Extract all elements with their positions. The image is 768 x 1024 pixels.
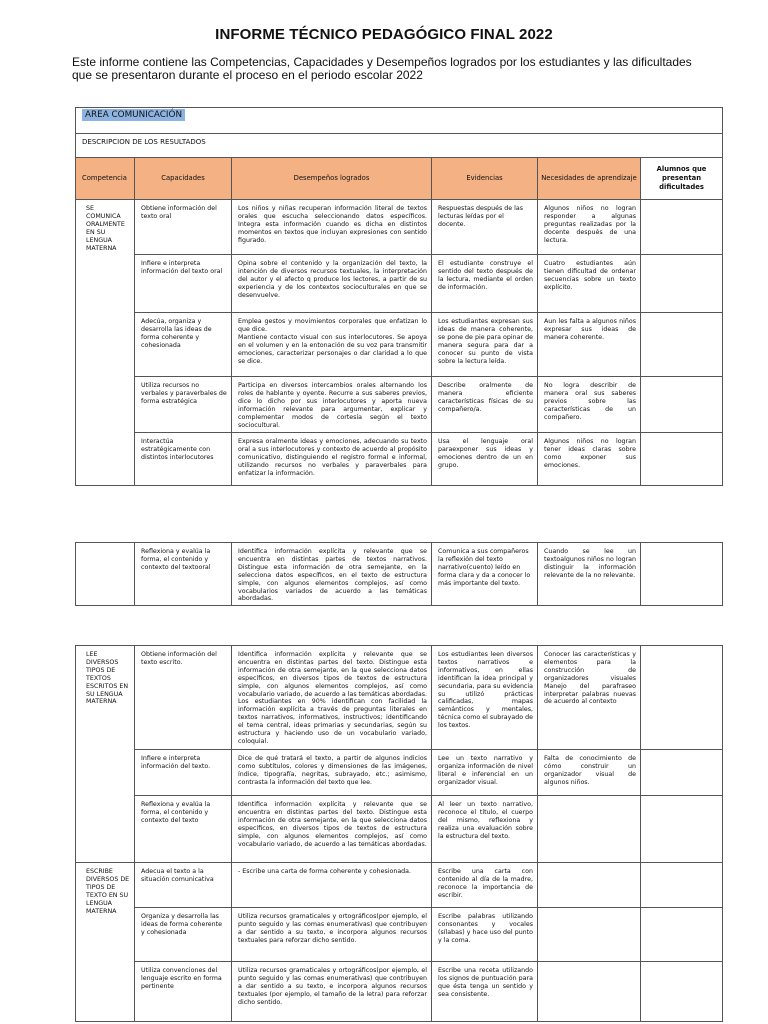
necesidad-cell: Conocer las características y elementos para la construcción de organizadores visuales Manejo del parafraseo interpretar palabras nuevas de acuerdo al contexto <box>538 646 641 750</box>
capacidad-cell: Obtiene información del texto oral <box>135 200 232 255</box>
table-row <box>76 433 723 486</box>
desempeno-cell: Expresa oralmente ideas y emociones, adecuando su texto oral a sus interlocutores y contexto de acuerdo al propósito comunicativo, distinguiendo el registro formal e informal, utilizando recursos no verbales y paraverbales para enfatizar la información. <box>232 433 432 486</box>
desempeno-cell: - Escribe una carta de forma coherente y cohesionada. <box>232 863 432 908</box>
header-evidencias: Evidencias <box>432 158 538 200</box>
page-title: INFORME TÉCNICO PEDAGÓGICO FINAL 2022 <box>215 26 553 43</box>
capacidad-cell: Interactúa estratégicamente con distintos interlocutores <box>135 433 232 486</box>
alumnos-cell <box>641 796 723 863</box>
table-row <box>76 255 723 313</box>
table-row <box>76 962 723 1022</box>
desempeno-cell: Identifica información explícita y relevante que se encuentra en distintas partes del texto. Distingue esta información de otra semejante, en la que selecciona datos específicos, en diversos tipos de textos de estructura simple, con algunos elementos complejos, así como vocabulario variado, de acuerdo a las temáticas abordadas. Los estudiantes en 90% identifican con facilidad la información explícita a través de preguntas literales en textos narrativos, informativos, instructivos; identificando el tema central, ideas primarias y secundarias, según su estructura y haciendo uso de un vocabulario variado, coloquial. <box>232 646 432 750</box>
desempeno-cell: Emplea gestos y movimientos corporales que enfatizan lo que dice. Mantiene contacto visual con sus interlocutores. Se apoya en el volumen y en la entonación de su voz para transmitir emociones, caracterizar personajes o dar claridad a lo que se dice. <box>232 313 432 377</box>
desempeno-cell: Utiliza recursos gramaticales y ortográficos(por ejemplo, el punto seguido y las comas enumerativas) que contribuyen a dar sentido a su texto, e incorpora algunos recursos textuales para reforzar dicho sentido. <box>232 908 432 962</box>
results-table-1 <box>75 107 723 486</box>
desempeno-cell: Participa en diversos intercambios orales alternando los roles de hablante y oyente. Recurre a sus saberes previos, dice lo dicho por sus interlocutores y aporta nueva información relevante para argumentar, explicar y complementar modos de cortesía según el texto sociocultural. <box>232 377 432 433</box>
table-row <box>76 646 723 750</box>
evidencia-cell: Escribe una carta con contenido al día de la madre, reconoce la importancia de escribir. <box>432 863 538 908</box>
evidencia-cell: Respuestas después de las lecturas leídas por el docente. <box>432 200 538 255</box>
results-table-2 <box>75 542 723 606</box>
area-label: AREA COMUNICACIÓN <box>76 108 723 134</box>
table-row <box>76 908 723 962</box>
header-capacidades: Capacidades <box>135 158 232 200</box>
alumnos-cell <box>641 377 723 433</box>
evidencia-cell: Lee un texto narrativo y organiza información de nivel literal e inferencial en un organizador visual. <box>432 750 538 796</box>
competencia-cell <box>76 543 135 606</box>
desempeno-cell: Los niños y niñas recuperan información literal de textos orales que escucha seleccionando datos específicos. Integra esta información cuando es dicha en distintos momentos en textos que incluyan expresiones con sentido figurado. <box>232 200 432 255</box>
alumnos-cell <box>641 962 723 1022</box>
table-row <box>76 377 723 433</box>
header-desempenos: Desempeños logrados <box>232 158 432 200</box>
results-table-3 <box>75 645 723 1022</box>
capacidad-cell: Utiliza convenciones del lenguaje escrito en forma pertinente <box>135 962 232 1022</box>
capacidad-cell: Reflexiona y evalúa la forma, el contenido y contexto del texto <box>135 796 232 863</box>
capacidad-cell: Organiza y desarrolla las ideas de forma coherente y cohesionada <box>135 908 232 962</box>
alumnos-cell <box>641 255 723 313</box>
intro-paragraph: Este informe contiene las Competencias, Capacidades y Desempeños logrados por los estudiantes y las dificultades que se presentaron durante el proceso en el periodo escolar 2022 <box>72 55 692 82</box>
capacidad-cell: Utiliza recursos no verbales y paraverbales de forma estratégica <box>135 377 232 433</box>
desempeno-cell: Opina sobre el contenido y la organización del texto, la intención de diversos recursos textuales, la interpretación del autor y el afecto q produce los lectores, a partir de su experiencia y de los contextos socioculturales en que se desenvuelve. <box>232 255 432 313</box>
header-competencia: Competencia <box>76 158 135 200</box>
description-label: DESCRIPCION DE LOS RESULTADOS <box>76 134 723 158</box>
desempeno-cell: Identifica información explícita y relevante que se encuentra en distintas partes del texto. Distingue esta información de otra semejante, en la que selecciona datos específicos, en diversos tipos de textos de estructura simple, con algunos elementos complejos, así como vocabulario variado, de acuerdo a las temáticas abordadas. <box>232 796 432 863</box>
necesidad-cell <box>538 908 641 962</box>
necesidad-cell: Algunos niños no logran tener ideas claras sobre como exponer sus emociones. <box>538 433 641 486</box>
evidencia-cell: Escribe palabras utilizando consonantes y vocales (sílabas) y hace uso del punto y la coma. <box>432 908 538 962</box>
alumnos-cell <box>641 433 723 486</box>
alumnos-cell <box>641 750 723 796</box>
capacidad-cell: Reflexiona y evalúa la forma, el contenido y contexto del textooral <box>135 543 232 606</box>
capacidad-cell: Infiere e interpreta información del texto oral <box>135 255 232 313</box>
competencia-cell: SE COMUNICA ORALMENTE EN SU LENGUA MATERNA <box>76 200 135 486</box>
necesidad-cell: No logra describir de manera oral sus saberes previos sobre las características de un compañero. <box>538 377 641 433</box>
desempeno-cell: Utiliza recursos gramaticales y ortográficos(por ejemplo, el punto seguido y las comas enumerativas) que contribuyen a dar sentido a su texto, e incorpora algunos recursos textuales (por ejemplo, el tamaño de la letra) para reforzar dicho sentido. <box>232 962 432 1022</box>
alumnos-cell <box>641 863 723 908</box>
alumnos-cell <box>641 200 723 255</box>
necesidad-cell: Aun les falta a algunos niños expresar sus ideas de manera coherente. <box>538 313 641 377</box>
evidencia-cell: Los estudiantes leen diversos textos narrativos e informativos, en ellas identifican la idea principal y secundaria, para su evidencia su utilizó prácticas calificadas, mapas semánticos y mentales, técnica como el subrayado de los textos. <box>432 646 538 750</box>
table-row <box>76 796 723 863</box>
evidencia-cell: Usa el lenguaje oral paraexponer sus ideas y emociones dentro de un en grupo. <box>432 433 538 486</box>
desempeno-cell: Identifica información explícita y relevante que se encuentra en distintas partes de textos narrativos. Distingue esta información de otra semejante, en la selecciona datos específicos, en el texto de estructura simple, con algunos elementos complejos, así como vocabularios variados de acuerdo a las temáticas abordadas. <box>232 543 432 606</box>
evidencia-cell: Al leer un texto narrativo, reconoce el título, el cuerpo del mismo, reflexiona y realiza una evaluación sobre la estructura del texto. <box>432 796 538 863</box>
competencia-cell: LEE DIVERSOS TIPOS DE TEXTOS ESCRITOS EN SU LENGUA MATERNA <box>76 646 135 863</box>
header-alumnos: Alumnos que presentan dificultades <box>641 158 723 200</box>
alumnos-cell <box>641 908 723 962</box>
necesidad-cell: Algunos niños no logran responder a algunas preguntas realizadas por la docente después de una lectura. <box>538 200 641 255</box>
capacidad-cell: Adecua el texto a la situación comunicativa <box>135 863 232 908</box>
table-row <box>76 750 723 796</box>
table-row <box>76 543 723 606</box>
evidencia-cell: Describe oralmente de manera eficiente características físicas de su compañero/a. <box>432 377 538 433</box>
necesidad-cell: Cuando se lee un textoalgunos niños no logran distinguir la información relevante de la no relevante. <box>538 543 641 606</box>
necesidad-cell <box>538 863 641 908</box>
necesidad-cell <box>538 796 641 863</box>
necesidad-cell: Falta de conocimiento de cómo construir un organizador visual de algunos niños. <box>538 750 641 796</box>
alumnos-cell <box>641 543 723 606</box>
alumnos-cell <box>641 313 723 377</box>
necesidad-cell <box>538 962 641 1022</box>
competencia-cell: ESCRIBE DIVERSOS DE TIPOS DE TEXTO EN SU LENGUA MATERNA <box>76 863 135 1022</box>
alumnos-cell <box>641 646 723 750</box>
capacidad-cell: Obtiene información del texto escrito. <box>135 646 232 750</box>
header-necesidades: Necesidades de aprendizaje <box>538 158 641 200</box>
table-row <box>76 863 723 908</box>
evidencia-cell: Escribe una receta utilizando los signos de puntuación para que ésta tenga un sentido y sea consistente. <box>432 962 538 1022</box>
capacidad-cell: Infiere e interpreta información del texto. <box>135 750 232 796</box>
capacidad-cell: Adecúa, organiza y desarrolla las ideas de forma coherente y cohesionada <box>135 313 232 377</box>
table-row <box>76 200 723 255</box>
evidencia-cell: Comunica a sus compañeros la reflexión del texto narrativo(cuento) leído en forma clara y da a conocer lo más importante del texto. <box>432 543 538 606</box>
evidencia-cell: El estudiante construye el sentido del texto después de la lectura, mediante el orden de información. <box>432 255 538 313</box>
desempeno-cell: Dice de qué tratará el texto, a partir de algunos indicios como subtítulos, colores y dimensiones de las imágenes, índice, tipografía, negritas, subrayado, etc.; asimismo, contrasta la información del texto que lee. <box>232 750 432 796</box>
evidencia-cell: Los estudiantes expresan sus ideas de manera coherente, se pone de pie para opinar de manera segura para dar a conocer su punto de vista sobre la lectura leída. <box>432 313 538 377</box>
table-row <box>76 313 723 377</box>
necesidad-cell: Cuatro estudiantes aún tienen dificultad de ordenar secuencias sobre un texto explícito. <box>538 255 641 313</box>
